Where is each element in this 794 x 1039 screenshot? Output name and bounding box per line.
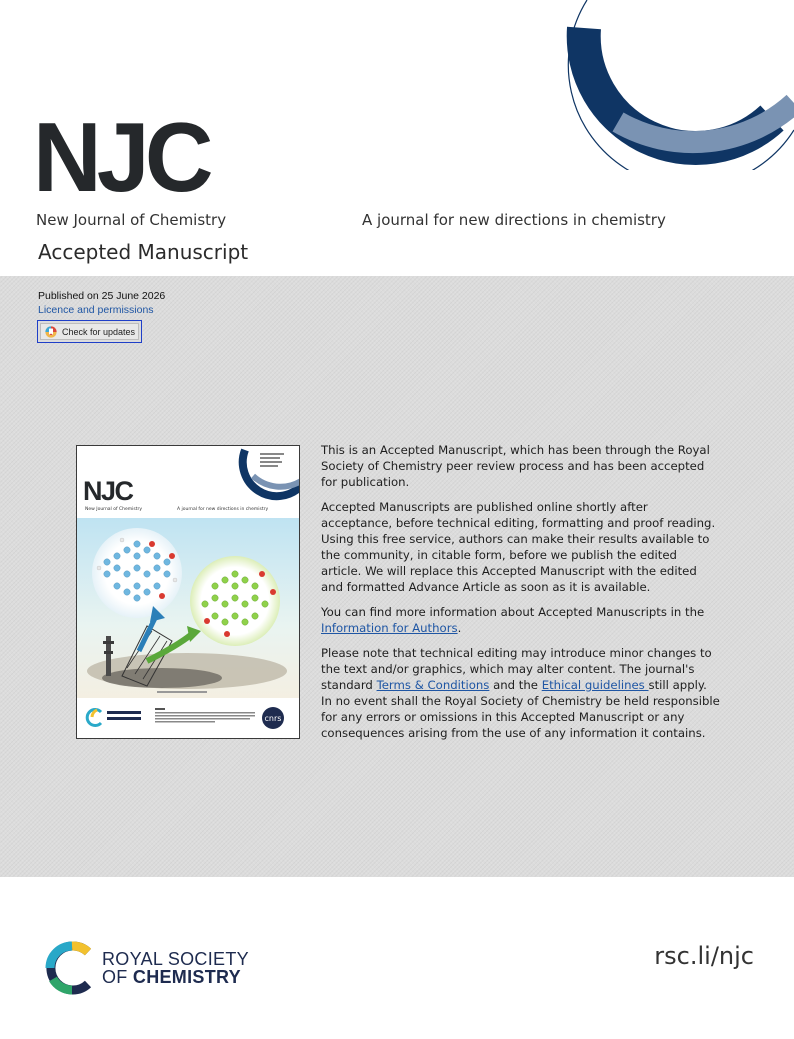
rsc-line-1: ROYAL SOCIETY [102,949,249,969]
rsc-line-2-pre: OF [102,967,133,987]
crossmark-icon [45,326,57,338]
published-date: Published on 25 June 2026 [38,290,166,302]
licence-link[interactable]: Licence and permissions [38,304,154,316]
notice-text [321,442,721,750]
notice-text-span: and the [489,678,542,692]
notice-paragraph-1: This is an Accepted Manuscript, which has been through the Royal Society of Chemistry peer review process and has been accepted for publication. [321,443,710,489]
information-for-authors-link[interactable]: Information for Authors [321,621,458,635]
journal-logo: NJC [33,102,209,212]
notice-paragraph-3 [321,604,721,636]
ethical-guidelines-link[interactable]: Ethical guidelines [541,678,649,692]
terms-and-conditions-link[interactable]: Terms & Conditions [376,678,490,692]
journal-tagline: A journal for new directions in chemistry [362,211,666,229]
journal-name: New Journal of Chemistry [36,211,227,229]
journal-url[interactable]: rsc.li/njc [654,942,754,970]
manuscript-label: Accepted Manuscript [38,240,249,264]
notice-paragraph-4 [321,645,721,741]
notice-paragraph-2: Accepted Manuscripts are published online shortly after acceptance, before technical editing, formatting and proof reading. Using this free service, authors can make their results available to the community, in citable form, before we publish the edited article. We will replace this Accepted Manuscript with the edited and formatted Advance Article as soon as it is available. [321,500,716,594]
cover-journal-tagline: A journal for new directions in chemistry [177,507,269,512]
check-for-updates-label: Check for updates [62,326,136,337]
rsc-wordmark [102,950,249,986]
svg-text:cnrs: cnrs [264,714,282,723]
rsc-line-2-bold: CHEMISTRY [132,967,241,987]
notice-text-span: Please note that technical editing may introduce minor changes to the text and/or graphics, which may alter content. The journal's standard [321,646,712,692]
cover-journal-logo: NJC [83,476,133,506]
rsc-line-2 [102,968,249,986]
rsc-logo [44,940,249,996]
rsc-logo-icon [44,940,98,996]
journal-cover-image [76,445,300,739]
notice-text-span: . [457,621,462,635]
decorative-arcs [560,0,794,170]
notice-text-span: You can find more information about Accepted Manuscripts in the [321,605,705,619]
cover-rsc-logo-icon [87,710,101,726]
cover-journal-name: New Journal of Chemistry [85,507,143,512]
check-for-updates-inner [40,323,139,340]
check-for-updates-button[interactable] [37,320,142,343]
notice-text-span: still apply. In no event shall the Royal Society of Chemistry be held responsible for any errors or omissions in this Accepted Manuscript or any consequences arising from the use of any information it contains. [321,678,720,740]
